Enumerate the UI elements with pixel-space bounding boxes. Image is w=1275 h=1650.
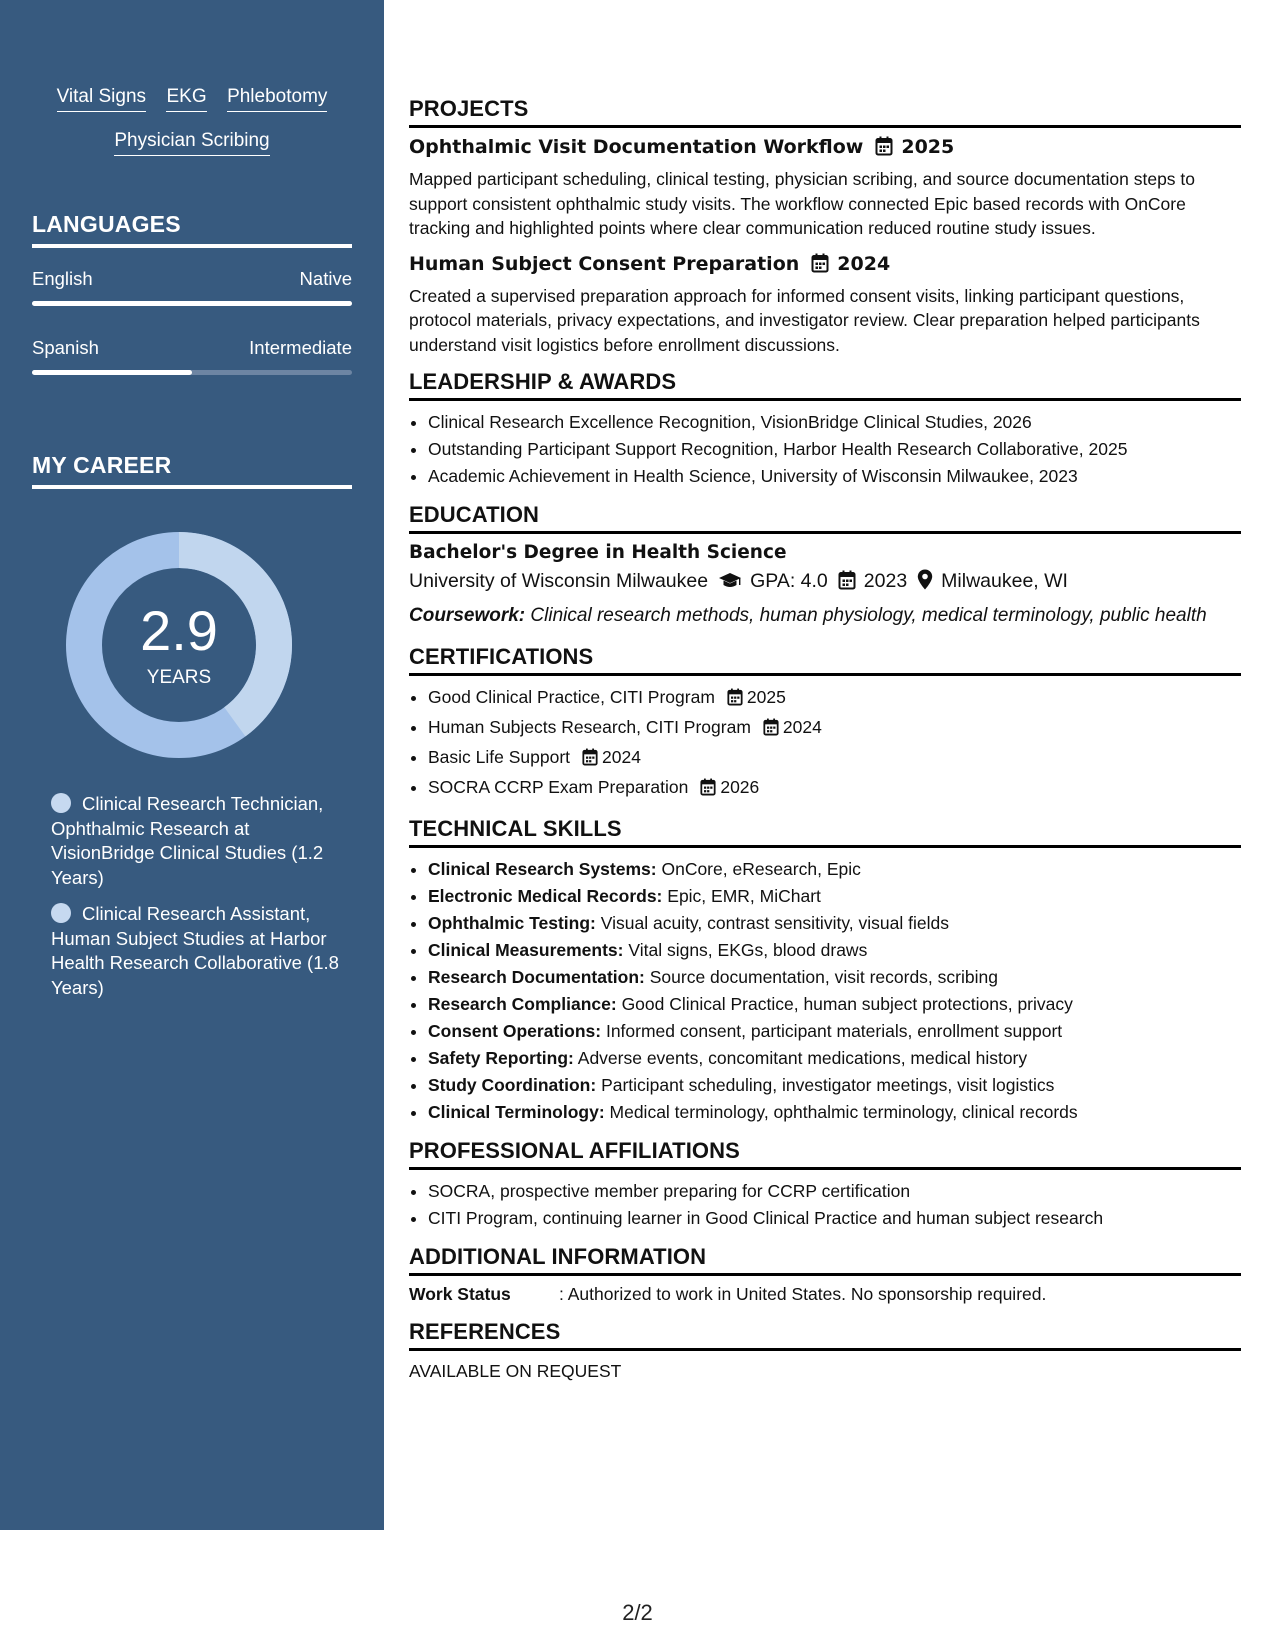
skill-tag: EKG (166, 86, 206, 112)
main-content (409, 96, 1241, 1382)
certification-name: Human Subjects Research, CITI Program (428, 717, 751, 737)
skill-value: OnCore, eResearch, Epic (661, 859, 861, 879)
projects-heading: PROJECTS (409, 96, 1241, 128)
career-item-text: Clinical Research Assistant, Human Subject Studies at Harbor Health Research Collaborative (1.8 Years) (51, 903, 339, 998)
language-level: Intermediate (249, 337, 352, 358)
skill-tag: Physician Scribing (114, 130, 269, 156)
references-text: AVAILABLE ON REQUEST (409, 1361, 622, 1381)
list-item (428, 744, 1241, 774)
languages-heading: LANGUAGES (32, 211, 352, 248)
project-title-row (409, 253, 1241, 278)
skill-value: Informed consent, participant materials, enrollment support (605, 1021, 1063, 1041)
career-list (51, 792, 341, 1012)
skill-label: Electronic Medical Records: (428, 886, 663, 906)
references-heading: REFERENCES (409, 1319, 1241, 1351)
page-number: 2/2 (622, 1600, 653, 1625)
skill-label: Study Coordination: (428, 1075, 597, 1095)
technical-skills-list (409, 856, 1241, 1126)
education-heading: EDUCATION (409, 502, 1241, 534)
skills-tags (32, 86, 352, 174)
calendar-icon (763, 717, 779, 744)
list-item (428, 684, 1241, 714)
skill-label: Safety Reporting: (428, 1048, 574, 1068)
education-details (409, 569, 1241, 596)
work-status-value: : Authorized to work in United States. No sponsorship required. (559, 1284, 1047, 1304)
awards-list (409, 409, 1241, 490)
skill-label: Research Documentation: (428, 967, 645, 987)
calendar-icon (838, 570, 856, 596)
skill-label: Ophthalmic Testing: (428, 913, 596, 933)
additional-info-heading: ADDITIONAL INFORMATION (409, 1244, 1241, 1276)
affiliations-list (409, 1178, 1241, 1232)
technical-skills-heading: TECHNICAL SKILLS (409, 816, 1241, 848)
skill-label: Consent Operations: (428, 1021, 602, 1041)
calendar-icon (700, 777, 716, 804)
project-title-row (409, 136, 1241, 161)
project-year: 2025 (901, 136, 955, 158)
career-heading: MY CAREER (32, 452, 352, 489)
list-item (428, 991, 1241, 1018)
awards-heading: LEADERSHIP & AWARDS (409, 369, 1241, 401)
certification-year: 2025 (746, 687, 786, 707)
skill-label: Research Compliance: (428, 994, 617, 1014)
degree-title: Bachelor's Degree in Health Science (409, 542, 787, 563)
map-pin-icon (917, 569, 933, 596)
coursework-text: Clinical research methods, human physiology, medical terminology, public health (530, 605, 1207, 626)
bullet-dot-icon (51, 793, 71, 813)
certification-name: Good Clinical Practice, CITI Program (428, 687, 715, 707)
career-years-unit: YEARS (146, 667, 212, 688)
list-item (428, 883, 1241, 910)
language-proficiency-bar (32, 370, 352, 375)
list-item: • SOCRA, prospective member preparing for CCRP certification (428, 1178, 1241, 1205)
list-item: • Outstanding Participant Support Recognition, Harbor Health Research Collaborative, 2025 (428, 436, 1241, 463)
gpa: GPA: 4.0 (750, 570, 828, 592)
calendar-icon (582, 747, 598, 774)
sidebar (0, 0, 384, 1530)
list-item (428, 1099, 1241, 1126)
skill-value: Visual acuity, contrast sensitivity, visual fields (600, 913, 949, 933)
list-item (428, 774, 1241, 804)
list-item: • Clinical Research Excellence Recognition, VisionBridge Clinical Studies, 2026 (428, 409, 1241, 436)
calendar-icon (811, 253, 829, 278)
list-item: • CITI Program, continuing learner in Good Clinical Practice and human subject research (428, 1205, 1241, 1232)
certifications-heading: CERTIFICATIONS (409, 644, 1241, 676)
language-proficiency-fill (32, 301, 352, 306)
skill-tag: Vital Signs (57, 86, 146, 112)
certification-name: SOCRA CCRP Exam Preparation (428, 777, 689, 797)
career-total-years: 2.9 (140, 599, 218, 662)
project-description: Created a supervised preparation approach for informed consent visits, linking participant questions, protocol materials, privacy expectations, and investigator review. Clear preparation helped participants understand visit logistics before enrollment discussions. (409, 285, 1200, 355)
career-item-text: Clinical Research Technician, Ophthalmic Research at VisionBridge Clinical Studies (1.2 Years) (51, 793, 324, 888)
skill-label: Clinical Research Systems: (428, 859, 657, 879)
skill-value: Source documentation, visit records, scribing (649, 967, 998, 987)
list-item (428, 1072, 1241, 1099)
graduation-cap-icon (718, 572, 742, 596)
language-proficiency-bar (32, 301, 352, 306)
list-item (428, 1045, 1241, 1072)
school-name: University of Wisconsin Milwaukee (409, 570, 709, 592)
language-proficiency-fill (32, 370, 192, 375)
work-status-row (409, 1284, 1241, 1305)
affiliations-heading: PROFESSIONAL AFFILIATIONS (409, 1138, 1241, 1170)
project-title: Human Subject Consent Preparation (409, 252, 800, 275)
skill-value: Good Clinical Practice, human subject protections, privacy (621, 994, 1073, 1014)
skill-value: Epic, EMR, MiChart (667, 886, 821, 906)
project-description: Mapped participant scheduling, clinical testing, physician scribing, and source documentation steps to support consistent ophthalmic study visits. The workflow connected Epic based records with OnCore tracking and highlighted points where clear communication reduced routine study issues. (409, 169, 1196, 238)
list-item: • Academic Achievement in Health Science, University of Wisconsin Milwaukee, 2023 (428, 463, 1241, 490)
project-year: 2024 (837, 252, 891, 275)
list-item (428, 856, 1241, 883)
career-item (51, 902, 341, 1000)
skill-value: Medical terminology, ophthalmic terminology, clinical records (609, 1102, 1078, 1122)
list-item (428, 1018, 1241, 1045)
bullet-dot-icon (51, 903, 71, 923)
language-name: Spanish (32, 337, 99, 358)
list-item (428, 964, 1241, 991)
coursework-label: Coursework: (409, 605, 526, 626)
work-status-label: Work Status (409, 1284, 511, 1304)
certification-year: 2026 (720, 777, 760, 797)
language-name: English (32, 268, 93, 289)
list-item (428, 714, 1241, 744)
certifications-list (409, 684, 1241, 804)
coursework (409, 604, 1241, 628)
language-level: Native (299, 268, 352, 289)
certification-year: 2024 (602, 747, 641, 767)
skill-tag: Phlebotomy (227, 86, 327, 112)
skill-label: Clinical Terminology: (428, 1102, 605, 1122)
school-location: Milwaukee, WI (941, 570, 1068, 592)
certification-year: 2024 (782, 717, 822, 737)
calendar-icon (727, 687, 743, 714)
list-item (428, 937, 1241, 964)
certification-name: Basic Life Support (428, 747, 571, 767)
skill-label: Clinical Measurements: (428, 940, 624, 960)
skill-value: Adverse events, concomitant medications, medical history (577, 1048, 1028, 1068)
skill-value: Vital signs, EKGs, blood draws (628, 940, 868, 960)
calendar-icon (875, 136, 893, 161)
project-title: Ophthalmic Visit Documentation Workflow (409, 136, 864, 158)
list-item (428, 910, 1241, 937)
graduation-year: 2023 (863, 570, 908, 592)
skill-value: Participant scheduling, investigator meetings, visit logistics (601, 1075, 1055, 1095)
career-item (51, 792, 341, 890)
